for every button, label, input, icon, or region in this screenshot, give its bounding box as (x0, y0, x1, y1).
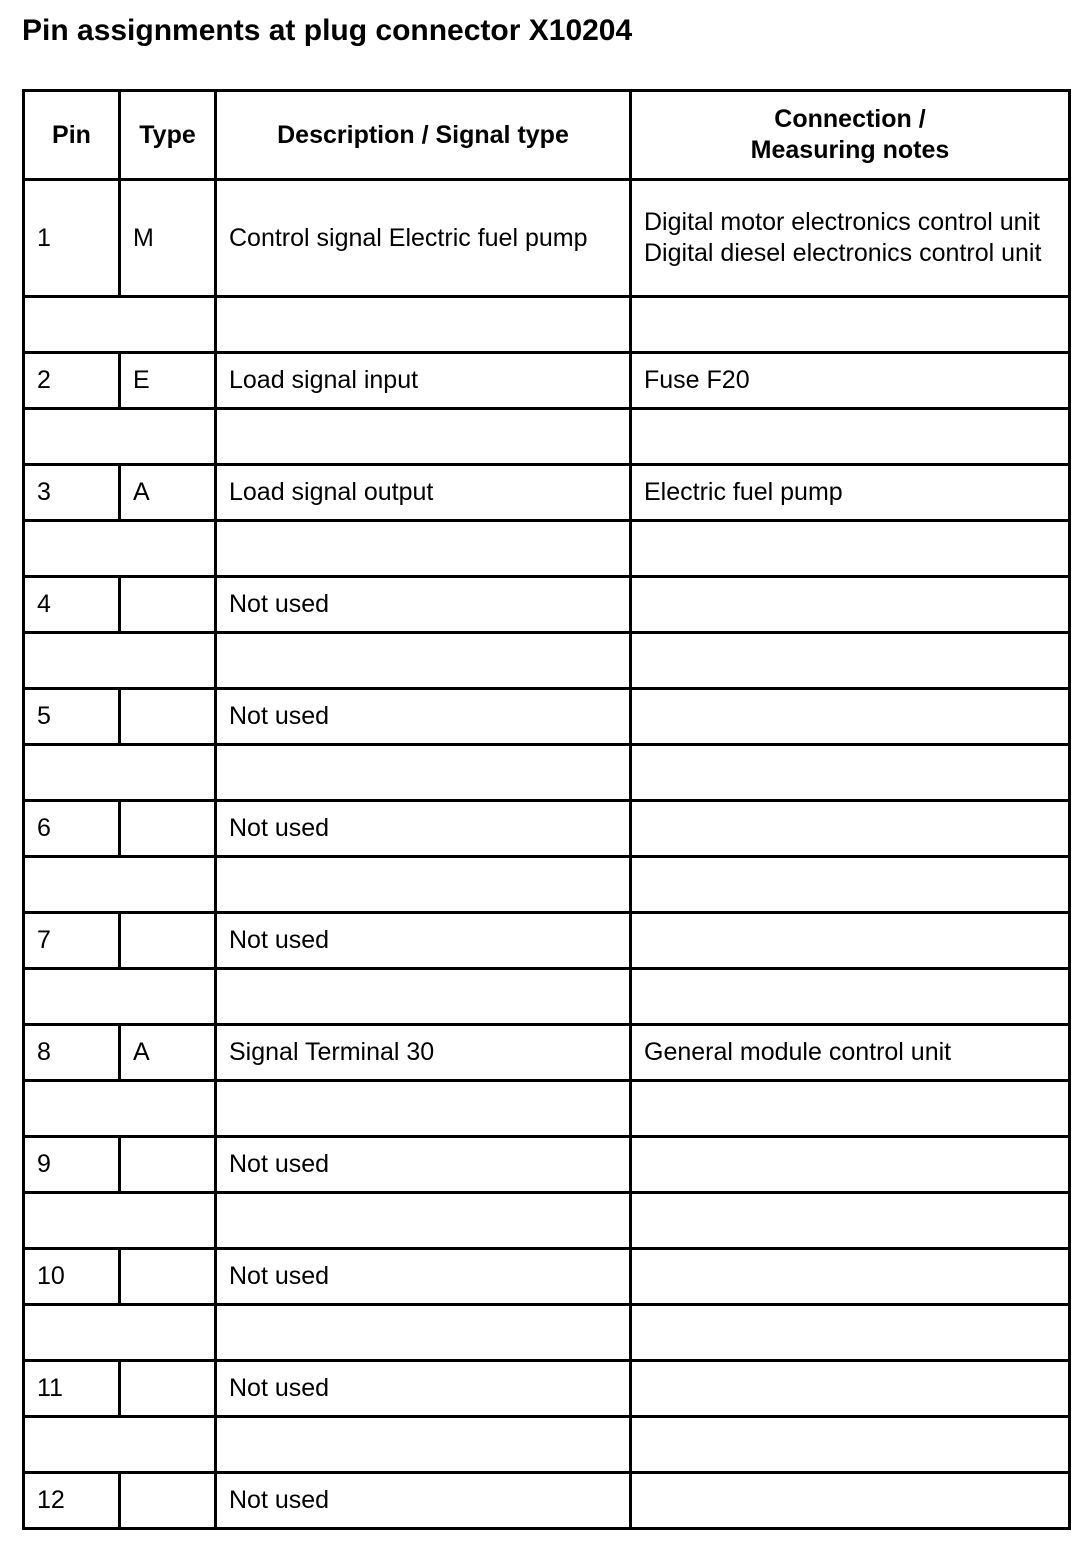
spacer-cell (216, 297, 631, 353)
cell-type (120, 801, 216, 857)
cell-description: Control signal Electric fuel pump (216, 180, 631, 297)
cell-pin: 8 (24, 1025, 120, 1081)
header-row (24, 91, 1070, 180)
spacer-cell (631, 1081, 1070, 1137)
cell-connection (631, 577, 1070, 633)
cell-description: Not used (216, 801, 631, 857)
cell-description: Not used (216, 689, 631, 745)
header-pin: Pin (24, 91, 120, 180)
spacer-row (24, 969, 1070, 1025)
spacer-row (24, 409, 1070, 465)
cell-type: A (120, 465, 216, 521)
cell-pin: 12 (24, 1473, 120, 1529)
cell-description: Not used (216, 1361, 631, 1417)
header-description: Description / Signal type (216, 91, 631, 180)
cell-connection (631, 801, 1070, 857)
document-title: Pin assignments at plug connector X10204 (22, 14, 633, 47)
spacer-row (24, 1081, 1070, 1137)
table-row (24, 180, 1070, 297)
spacer-row (24, 1417, 1070, 1473)
header-type: Type (120, 91, 216, 180)
table-row (24, 577, 1070, 633)
header-connection-line1: Connection / (774, 105, 926, 133)
cell-type (120, 1249, 216, 1305)
table-row (24, 1137, 1070, 1193)
table-row (24, 465, 1070, 521)
cell-pin: 10 (24, 1249, 120, 1305)
cell-pin: 7 (24, 913, 120, 969)
spacer-cell (631, 1417, 1070, 1473)
spacer-cell (216, 521, 631, 577)
spacer-cell (631, 297, 1070, 353)
cell-type (120, 913, 216, 969)
cell-pin: 9 (24, 1137, 120, 1193)
spacer-row (24, 857, 1070, 913)
spacer-cell (24, 1081, 216, 1137)
spacer-cell (216, 1417, 631, 1473)
cell-connection (631, 1137, 1070, 1193)
spacer-cell (631, 409, 1070, 465)
spacer-cell (24, 633, 216, 689)
spacer-row (24, 745, 1070, 801)
table-row (24, 1361, 1070, 1417)
cell-connection (631, 1473, 1070, 1529)
spacer-cell (216, 745, 631, 801)
spacer-cell (216, 409, 631, 465)
cell-pin: 2 (24, 353, 120, 409)
cell-description: Not used (216, 913, 631, 969)
spacer-cell (24, 409, 216, 465)
cell-type (120, 577, 216, 633)
cell-description: Not used (216, 1249, 631, 1305)
cell-type (120, 1361, 216, 1417)
spacer-cell (631, 1193, 1070, 1249)
table-row (24, 689, 1070, 745)
cell-pin: 4 (24, 577, 120, 633)
cell-description: Not used (216, 577, 631, 633)
table-row (24, 1025, 1070, 1081)
spacer-cell (631, 521, 1070, 577)
spacer-cell (216, 969, 631, 1025)
header-connection-line2: Measuring notes (750, 136, 950, 164)
cell-type (120, 1473, 216, 1529)
spacer-cell (24, 745, 216, 801)
spacer-cell (631, 633, 1070, 689)
spacer-cell (24, 297, 216, 353)
spacer-row (24, 1305, 1070, 1361)
cell-pin: 3 (24, 465, 120, 521)
spacer-cell (24, 969, 216, 1025)
cell-pin: 1 (24, 180, 120, 297)
table-row (24, 913, 1070, 969)
spacer-cell (24, 1305, 216, 1361)
spacer-cell (216, 633, 631, 689)
table-row (24, 353, 1070, 409)
cell-connection (631, 1361, 1070, 1417)
table-row (24, 1249, 1070, 1305)
spacer-row (24, 633, 1070, 689)
cell-connection (631, 913, 1070, 969)
spacer-cell (24, 857, 216, 913)
cell-description: Load signal input (216, 353, 631, 409)
cell-type: E (120, 353, 216, 409)
table-row (24, 1473, 1070, 1529)
table-row (24, 801, 1070, 857)
spacer-cell (24, 1417, 216, 1473)
cell-pin: 5 (24, 689, 120, 745)
spacer-row (24, 1193, 1070, 1249)
cell-description: Load signal output (216, 465, 631, 521)
spacer-cell (24, 521, 216, 577)
cell-connection: General module control unit (631, 1025, 1070, 1081)
spacer-cell (216, 1081, 631, 1137)
spacer-cell (631, 745, 1070, 801)
cell-description: Not used (216, 1473, 631, 1529)
cell-pin: 6 (24, 801, 120, 857)
spacer-cell (24, 1193, 216, 1249)
cell-description: Not used (216, 1137, 631, 1193)
cell-description: Signal Terminal 30 (216, 1025, 631, 1081)
cell-type (120, 689, 216, 745)
header-connection (631, 91, 1070, 180)
table-body (24, 180, 1070, 1529)
pin-assignment-table (22, 89, 1071, 1530)
cell-connection: Fuse F20 (631, 353, 1070, 409)
spacer-cell (631, 857, 1070, 913)
spacer-cell (216, 857, 631, 913)
cell-connection (631, 689, 1070, 745)
cell-type: A (120, 1025, 216, 1081)
spacer-row (24, 297, 1070, 353)
spacer-cell (216, 1193, 631, 1249)
spacer-row (24, 521, 1070, 577)
spacer-cell (631, 969, 1070, 1025)
cell-connection (631, 1249, 1070, 1305)
spacer-cell (631, 1305, 1070, 1361)
cell-type: M (120, 180, 216, 297)
cell-connection: Electric fuel pump (631, 465, 1070, 521)
cell-type (120, 1137, 216, 1193)
cell-connection: Digital motor electronics control unit Digital diesel electronics control unit (631, 180, 1070, 297)
spacer-cell (216, 1305, 631, 1361)
cell-pin: 11 (24, 1361, 120, 1417)
